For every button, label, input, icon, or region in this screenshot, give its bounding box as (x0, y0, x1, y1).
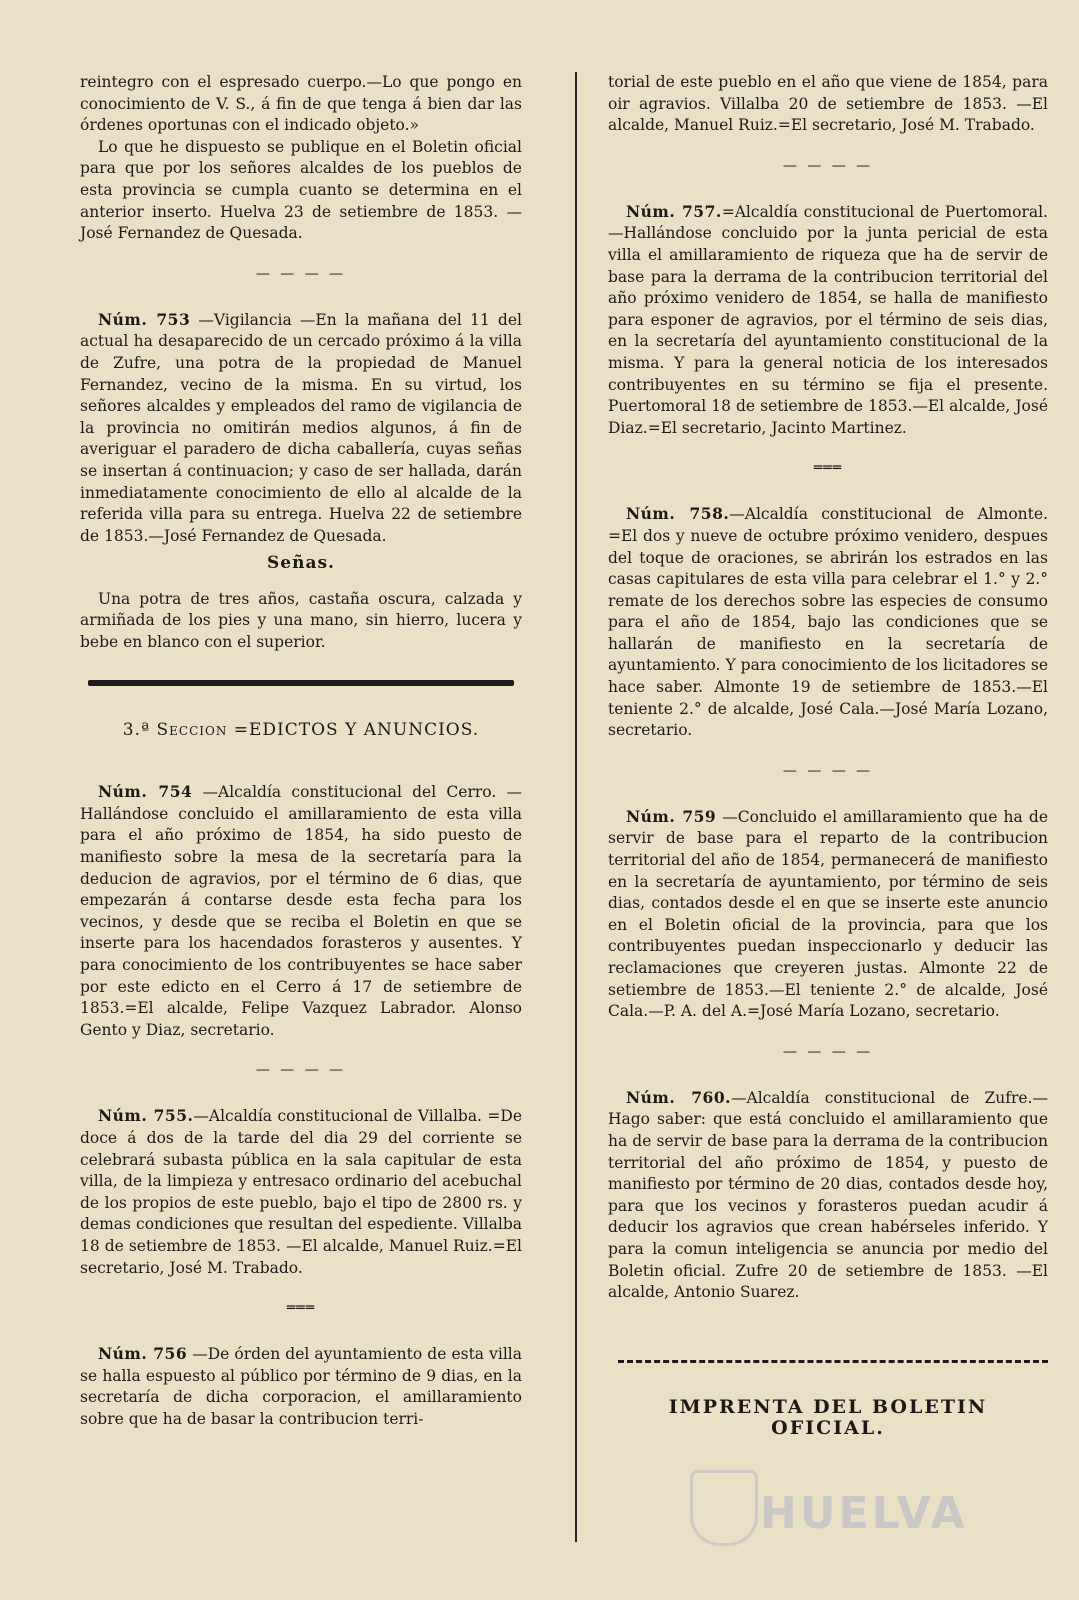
section-title: =EDICTOS Y ANUNCIOS. (233, 719, 480, 740)
notice-755 (80, 1105, 522, 1279)
notice-759 (608, 806, 1048, 1023)
notice-754 (80, 781, 522, 1041)
separator: — — — — (782, 762, 874, 779)
separator: ═══ (813, 460, 843, 477)
separator: — — — — (782, 1043, 874, 1060)
printer-imprint: IMPRENTA DEL BOLETIN OFICIAL. (668, 1395, 988, 1440)
notice-text: —Alcaldía constitucional de Almonte. =El dos y nueve de octubre próximo venidero, despues del toque de oraciones, se abrirán los estrados en las casas capitulares de esta villa para celebrar el 1.° y 2.° remate de los derechos sobre las especies de consumo para el año de 1854, bajo las condiciones que se hallarán de manifiesto en la secretaría de ayuntamiento. Y para conocimiento de los licitadores se hace saber. Almonte 19 de setiembre de 1853.—El teniente 2.° de alcalde, José Cala.—José María Lozano, secretario. (608, 505, 1048, 740)
separator: — — — — (255, 1062, 347, 1079)
section-word: Seccion (156, 719, 228, 740)
notice-text: —De órden del ayuntamiento de esta villa se halla espuesto al público por término de 9 dias, en la secretaría de dicha corporacion, el amillaramiento sobre que ha de basar la contribucion terri- (80, 1345, 522, 1428)
notice-text: —Concluido el amillaramiento que ha de servir de base para el reparto de la contribucion territorial del año de 1854, permanecerá de manifiesto en la secretaría de ayuntamiento, por término de seis dias, contados desde el en que se inserte este anuncio en el Boletin oficial de la provincia, para que los contribuyentes puedan inspeccionarlo y deducir las reclamaciones que creyeren justas. Almonte 22 de setiembre de 1853.—El teniente 2.° de alcalde, José Cala.—P. A. del A.=José María Lozano, secretario. (608, 807, 1048, 1021)
section-prefix: 3.ª (122, 719, 151, 740)
section-rule (88, 680, 514, 686)
notice-753 (80, 309, 522, 548)
senas-heading: Señas. (267, 553, 335, 574)
notice-760 (608, 1087, 1048, 1304)
notice-number: Núm. 753 (98, 309, 191, 329)
notice-756 (80, 1343, 522, 1430)
notice-number: Núm. 755. (98, 1106, 194, 1126)
notice-text: =Alcaldía constitucional de Puertomoral.—Hallándose concluido por la junta pericial de esta villa el amillaramiento de riqueza que ha de servir de base para la derrama de la contribucion territorial del año próximo venidero de 1854, se halla de manifiesto para esponer de agravios, por el término de seis dias, en la secretaría del ayuntamiento constitucional de la misma. Y para la general noticia de los interesados contribuyentes en su término se fija el presente. Puertomoral 18 de setiembre de 1853.—El alcalde, José Diaz.=El secretario, Jacinto Martinez. (608, 202, 1048, 437)
notice-number: Núm. 754 (98, 782, 193, 802)
notice-text: —Vigilancia —En la mañana del 11 del actual ha desaparecido de un cercado próximo á la villa de Zufre, una potra de la propiedad de Manuel Fernandez, vecino de la misma. En su virtud, los señores alcaldes y empleados del ramo de vigilancia de la provincia no omitirán medios algunos, á fin de averiguar el paradero de dicha caballería, cuyas señas se insertan á continuacion; y caso de ser hallada, darán inmediatamente conocimiento de ello al alcalde de la referida villa para su entrega. Huelva 22 de setiembre de 1853.—José Fernandez de Quesada. (80, 310, 522, 545)
notice-757 (608, 201, 1048, 440)
watermark-text: HUELVA (760, 1488, 968, 1539)
column-divider (575, 72, 577, 1542)
notice-text: —Alcaldía constitucional de Zufre.—Hago saber: que está concluido el amillaramiento que ha de servir de base para la derrama de la contribucion territorial del año próximo de 1854, y puesto de manifiesto por término de 20 dias, contados desde hoy, para que los vecinos y forasteros puedan acudir á deducir los agravios que crean habérseles inferido. Y para la comun inteligencia se anuncia por medio del Boletin oficial. Zufre 20 de setiembre de 1853. —El alcalde, Antonio Suarez. (608, 1088, 1048, 1302)
notice-number: Núm. 759 (626, 806, 717, 826)
continuation-paragraph: torial de este pueblo en el año que viene de 1854, para oir agravios. Villalba 20 de setiembre de 1853. —El alcalde, Manuel Ruiz.=El secretario, José M. Trabado. (608, 73, 1048, 135)
notice-text: —Alcaldía constitucional del Cerro. —Hallándose concluido el amillaramiento de esta villa para el año próximo de 1854, ha sido puesto de manifiesto sobre la mesa de la secretaría para la deducion de agravios, por el término de 6 dias, que empezarán á contarse desde esta fecha para los vecinos, y desde que se reciba el Boletin en que se inserte para los hacendados forasteros y ausentes. Y para conocimiento de los contribuyentes se hace saber por este edicto en el Cerro á 17 de setiembre de 1853.=El alcalde, Felipe Vazquez Labrador. Alonso Gento y Diaz, secretario. (80, 783, 522, 1039)
separator: — — — — (782, 157, 874, 174)
separator: — — — — (255, 265, 347, 282)
notice-text: —Alcaldía constitucional de Villalba. =De doce á dos de la tarde del dia 29 del corriente se celebrará subasta pública en la sala capitular de esta villa, de la limpieza y entresaco ordinario del acebuchal de los propios de este pueblo, bajo el tipo de 2800 rs. y demas condiciones que resultan del espediente. Villalba 18 de setiembre de 1853. —El alcalde, Manuel Ruiz.=El secretario, José M. Trabado. (80, 1107, 522, 1277)
section-heading (80, 720, 522, 742)
intro-paragraph-1: reintegro con el espresado cuerpo.—Lo que pongo en conocimiento de V. S., á fin de que tenga á bien dar las órdenes oportunas con el indicado objeto.» (80, 73, 522, 135)
notice-number: Núm. 757. (626, 201, 722, 221)
notice-number: Núm. 758. (626, 504, 730, 524)
notice-number: Núm. 760. (626, 1087, 732, 1107)
watermark-seal-icon (690, 1470, 758, 1546)
left-column (80, 72, 522, 1431)
notice-number: Núm. 756 (98, 1344, 188, 1364)
right-column (608, 72, 1048, 1440)
separator: ═══ (286, 1300, 316, 1317)
notice-758 (608, 503, 1048, 742)
closing-rule (618, 1360, 1048, 1363)
intro-paragraph-2: Lo que he dispuesto se publique en el Boletin oficial para que por los señores alcaldes de los pueblos de esta provincia se cumpla cuanto se determina en el anterior inserto. Huelva 23 de setiembre de 1853. —José Fernandez de Quesada. (80, 137, 522, 243)
senas-text: Una potra de tres años, castaña oscura, calzada y armiñada de los pies y una mano, sin hierro, lucera y bebe en blanco con el superior. (80, 589, 522, 652)
